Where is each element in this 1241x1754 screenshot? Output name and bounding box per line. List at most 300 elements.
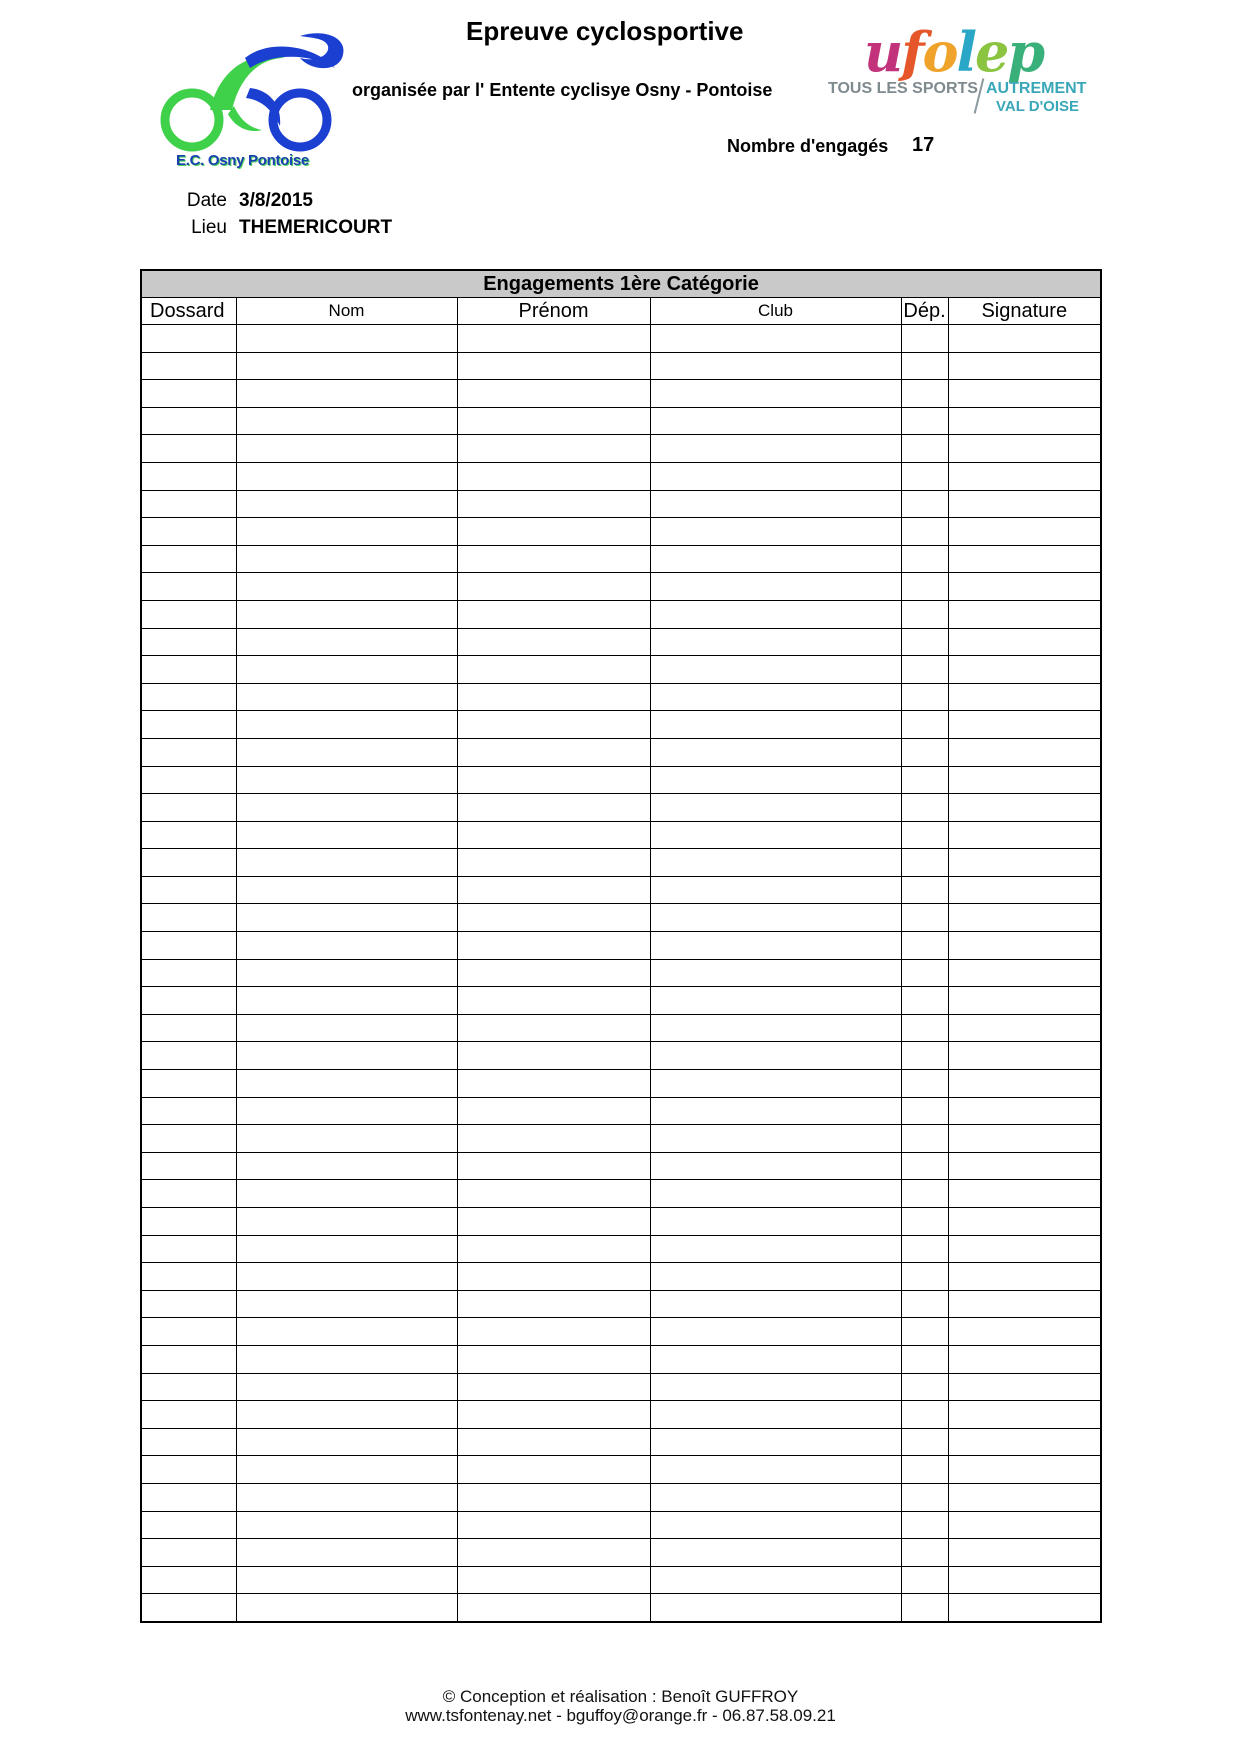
cell-dep [901,849,948,877]
table-row [141,600,1101,628]
cell-signature [948,628,1101,656]
cell-prenom [457,490,650,518]
cell-nom [236,656,457,684]
table-row [141,435,1101,463]
table-row [141,1097,1101,1125]
cell-nom [236,849,457,877]
cell-club [650,1180,901,1208]
cell-signature [948,600,1101,628]
cell-signature [948,490,1101,518]
cell-dossard [141,573,236,601]
cell-nom [236,1125,457,1153]
table-row [141,711,1101,739]
cell-dep [901,1318,948,1346]
cell-dep [901,545,948,573]
cell-club [650,600,901,628]
cell-prenom [457,1401,650,1429]
cell-dep [901,435,948,463]
cell-dossard [141,1456,236,1484]
cell-signature [948,545,1101,573]
cell-nom [236,1511,457,1539]
cell-club [650,1070,901,1098]
table-row [141,1263,1101,1291]
cell-nom [236,1235,457,1263]
cell-dossard [141,1263,236,1291]
cell-nom [236,1483,457,1511]
cell-signature [948,1511,1101,1539]
cell-dossard [141,1125,236,1153]
cell-club [650,1511,901,1539]
cell-prenom [457,1318,650,1346]
cell-signature [948,711,1101,739]
cell-dossard [141,1566,236,1594]
cell-prenom [457,1566,650,1594]
cell-prenom [457,794,650,822]
cell-club [650,959,901,987]
cell-nom [236,490,457,518]
cell-prenom [457,1373,650,1401]
cell-club [650,821,901,849]
cell-prenom [457,1097,650,1125]
engaged-count-label: Nombre d'engagés [727,136,889,156]
cell-club [650,1097,901,1125]
column-header-signature: Signature [948,298,1101,325]
cell-dossard [141,518,236,546]
cell-nom [236,1594,457,1622]
cell-nom [236,1428,457,1456]
cell-club [650,1208,901,1236]
cell-signature [948,1456,1101,1484]
cell-dep [901,518,948,546]
cell-dossard [141,794,236,822]
table-row [141,325,1101,353]
cell-dossard [141,1042,236,1070]
date-row [142,190,313,212]
cell-signature [948,1235,1101,1263]
cell-nom [236,1456,457,1484]
category-title: Engagements 1ère Catégorie [141,270,1101,298]
cell-signature [948,1208,1101,1236]
cell-dossard [141,959,236,987]
cell-dossard [141,1428,236,1456]
table-row [141,794,1101,822]
cell-signature [948,656,1101,684]
table-row [141,1456,1101,1484]
cell-club [650,738,901,766]
cell-club [650,1042,901,1070]
cell-dossard [141,1097,236,1125]
cell-prenom [457,849,650,877]
cell-club [650,1539,901,1567]
cell-nom [236,628,457,656]
cell-dep [901,1097,948,1125]
cell-club [650,1566,901,1594]
cell-prenom [457,600,650,628]
cell-nom [236,987,457,1015]
cell-prenom [457,1070,650,1098]
cell-dep [901,1511,948,1539]
cell-dossard [141,1539,236,1567]
cell-dep [901,738,948,766]
cell-prenom [457,1428,650,1456]
cell-dossard [141,932,236,960]
cell-dep [901,1539,948,1567]
cell-club [650,490,901,518]
cell-dossard [141,1014,236,1042]
cell-prenom [457,1483,650,1511]
cell-signature [948,1070,1101,1098]
cell-nom [236,1014,457,1042]
club-logo [150,28,350,178]
table-row [141,1511,1101,1539]
cell-signature [948,1428,1101,1456]
cell-dep [901,711,948,739]
cell-club [650,545,901,573]
cell-dep [901,794,948,822]
cell-dossard [141,821,236,849]
cell-dossard [141,1290,236,1318]
table-row [141,462,1101,490]
table-row [141,959,1101,987]
cell-club [650,573,901,601]
table-row [141,656,1101,684]
table-row [141,1345,1101,1373]
cell-dossard [141,1345,236,1373]
cell-signature [948,959,1101,987]
cell-prenom [457,656,650,684]
cell-dep [901,573,948,601]
cell-signature [948,1042,1101,1070]
cell-nom [236,821,457,849]
cell-signature [948,518,1101,546]
cell-dep [901,1235,948,1263]
cell-dep [901,1483,948,1511]
cell-club [650,1152,901,1180]
cell-nom [236,545,457,573]
cell-nom [236,932,457,960]
cell-club [650,1290,901,1318]
table-row [141,1070,1101,1098]
cell-prenom [457,821,650,849]
cell-prenom [457,518,650,546]
cell-nom [236,876,457,904]
cell-prenom [457,1594,650,1622]
table-row [141,1125,1101,1153]
cell-signature [948,352,1101,380]
cell-dep [901,904,948,932]
cell-nom [236,518,457,546]
cell-club [650,1373,901,1401]
cell-dossard [141,987,236,1015]
cell-nom [236,1097,457,1125]
cell-dossard [141,435,236,463]
cell-signature [948,794,1101,822]
date-value: 3/8/2015 [239,190,313,211]
cell-club [650,380,901,408]
table-row [141,1566,1101,1594]
cell-prenom [457,628,650,656]
cell-club [650,352,901,380]
table-row [141,1483,1101,1511]
organizer-line: organisée par l' Entente cyclisye Osny - Pontoise [352,80,773,100]
table-row [141,987,1101,1015]
table-row [141,876,1101,904]
category-header-row [141,270,1101,298]
cell-signature [948,1566,1101,1594]
cell-signature [948,325,1101,353]
cell-nom [236,1042,457,1070]
cell-dep [901,1042,948,1070]
footer-credit: © Conception et réalisation : Benoît GUFFROY [442,1687,799,1706]
table-row [141,821,1101,849]
cell-signature [948,1097,1101,1125]
table-row [141,1318,1101,1346]
cell-club [650,1125,901,1153]
cell-club [650,683,901,711]
cell-signature [948,435,1101,463]
cell-signature [948,1539,1101,1567]
cell-nom [236,1373,457,1401]
cell-dep [901,1456,948,1484]
cell-dep [901,876,948,904]
cell-club [650,1263,901,1291]
cell-dossard [141,462,236,490]
table-row [141,1401,1101,1429]
cell-prenom [457,987,650,1015]
cell-nom [236,435,457,463]
cell-dossard [141,683,236,711]
cell-prenom [457,876,650,904]
cell-nom [236,573,457,601]
cyclist-logo-icon [150,28,350,158]
column-header-row [141,298,1101,325]
cell-signature [948,573,1101,601]
cell-nom [236,1401,457,1429]
cell-prenom [457,1042,650,1070]
cell-nom [236,1539,457,1567]
cell-signature [948,1125,1101,1153]
cell-dep [901,1152,948,1180]
ufolep-tagline-right-2: VAL D'OISE [996,98,1080,115]
cell-dossard [141,407,236,435]
cell-dep [901,821,948,849]
cell-dep [901,656,948,684]
ufolep-tagline-left: TOUS LES SPORTS [828,80,978,97]
table-row [141,1373,1101,1401]
cell-club [650,904,901,932]
cell-club [650,794,901,822]
cell-club [650,849,901,877]
table-row [141,849,1101,877]
table-row [141,1208,1101,1236]
cell-nom [236,1208,457,1236]
cell-prenom [457,959,650,987]
cell-club [650,1594,901,1622]
cell-prenom [457,435,650,463]
cell-prenom [457,1208,650,1236]
cell-signature [948,1263,1101,1291]
cell-signature [948,380,1101,408]
cell-dossard [141,1511,236,1539]
cell-prenom [457,1152,650,1180]
cell-signature [948,904,1101,932]
cell-dep [901,600,948,628]
cell-signature [948,1345,1101,1373]
cell-club [650,628,901,656]
cell-prenom [457,1511,650,1539]
cell-signature [948,932,1101,960]
cell-club [650,1483,901,1511]
club-name: E.C. Osny Pontoise [176,152,309,169]
cell-signature [948,1594,1101,1622]
cell-club [650,876,901,904]
cell-prenom [457,904,650,932]
cell-dep [901,932,948,960]
cell-club [650,407,901,435]
table-row [141,1235,1101,1263]
cell-prenom [457,1456,650,1484]
cell-dossard [141,1373,236,1401]
cell-prenom [457,683,650,711]
cell-prenom [457,325,650,353]
cell-dep [901,1373,948,1401]
cell-club [650,987,901,1015]
document-title: Epreuve cyclosportive [466,16,744,46]
cell-prenom [457,766,650,794]
cell-nom [236,600,457,628]
table-row [141,380,1101,408]
cell-dossard [141,766,236,794]
table-row [141,407,1101,435]
table-row [141,683,1101,711]
ufolep-tagline-right-1: AUTREMENT [986,80,1087,97]
cell-dep [901,1208,948,1236]
cell-signature [948,1014,1101,1042]
cell-dep [901,628,948,656]
table-body [141,325,1101,1622]
cell-nom [236,1318,457,1346]
cell-club [650,1401,901,1429]
cell-dossard [141,600,236,628]
column-header-nom: Nom [236,298,457,325]
table-row [141,1428,1101,1456]
engaged-count-value: 17 [912,134,935,156]
cell-club [650,766,901,794]
cell-signature [948,738,1101,766]
cell-prenom [457,1014,650,1042]
footer-contact: www.tsfontenay.net - bguffoy@orange.fr - 06.87.58.09.21 [405,1706,836,1725]
cell-dep [901,1428,948,1456]
cell-club [650,656,901,684]
cell-prenom [457,1235,650,1263]
cell-prenom [457,545,650,573]
cell-prenom [457,711,650,739]
cell-club [650,325,901,353]
cell-dep [901,1125,948,1153]
cell-dossard [141,1318,236,1346]
location-value: THEMERICOURT [239,217,393,238]
cell-dossard [141,1235,236,1263]
cell-dep [901,959,948,987]
cell-nom [236,683,457,711]
registration-table [140,269,1102,1623]
cell-dossard [141,545,236,573]
column-header-club: Club [650,298,901,325]
ufolep-logo [828,20,1108,120]
cell-prenom [457,1263,650,1291]
cell-prenom [457,738,650,766]
cell-prenom [457,1290,650,1318]
cell-nom [236,766,457,794]
cell-signature [948,1373,1101,1401]
cell-dep [901,1401,948,1429]
cell-dossard [141,656,236,684]
cell-prenom [457,1125,650,1153]
cell-dep [901,325,948,353]
cell-dossard [141,738,236,766]
cell-club [650,932,901,960]
cell-signature [948,987,1101,1015]
cell-club [650,1456,901,1484]
cell-dep [901,1594,948,1622]
table-row [141,1290,1101,1318]
cell-prenom [457,1539,650,1567]
cell-club [650,1014,901,1042]
cell-prenom [457,1345,650,1373]
registration-table-container [140,269,1100,1623]
cell-nom [236,1290,457,1318]
cell-nom [236,1345,457,1373]
cell-dossard [141,876,236,904]
table-row [141,1152,1101,1180]
table-row [141,545,1101,573]
cell-dep [901,1290,948,1318]
cell-prenom [457,573,650,601]
cell-dep [901,1566,948,1594]
cell-prenom [457,462,650,490]
cell-dossard [141,1594,236,1622]
cell-dep [901,1263,948,1291]
cell-nom [236,711,457,739]
cell-signature [948,1318,1101,1346]
cell-dep [901,1070,948,1098]
cell-nom [236,1070,457,1098]
cell-nom [236,352,457,380]
cell-club [650,1428,901,1456]
cell-nom [236,380,457,408]
cell-dep [901,462,948,490]
cell-dossard [141,490,236,518]
cell-dep [901,987,948,1015]
table-row [141,1594,1101,1622]
cell-dep [901,490,948,518]
cell-prenom [457,380,650,408]
cell-dep [901,407,948,435]
cell-dossard [141,1070,236,1098]
cell-prenom [457,407,650,435]
cell-nom [236,1263,457,1291]
cell-nom [236,407,457,435]
ufolep-wordmark: ufolep [864,20,1044,84]
table-row [141,904,1101,932]
cell-nom [236,462,457,490]
cell-dep [901,766,948,794]
cell-signature [948,1401,1101,1429]
column-header-dossard: Dossard [141,298,236,325]
cell-nom [236,959,457,987]
table-row [141,490,1101,518]
cell-signature [948,766,1101,794]
